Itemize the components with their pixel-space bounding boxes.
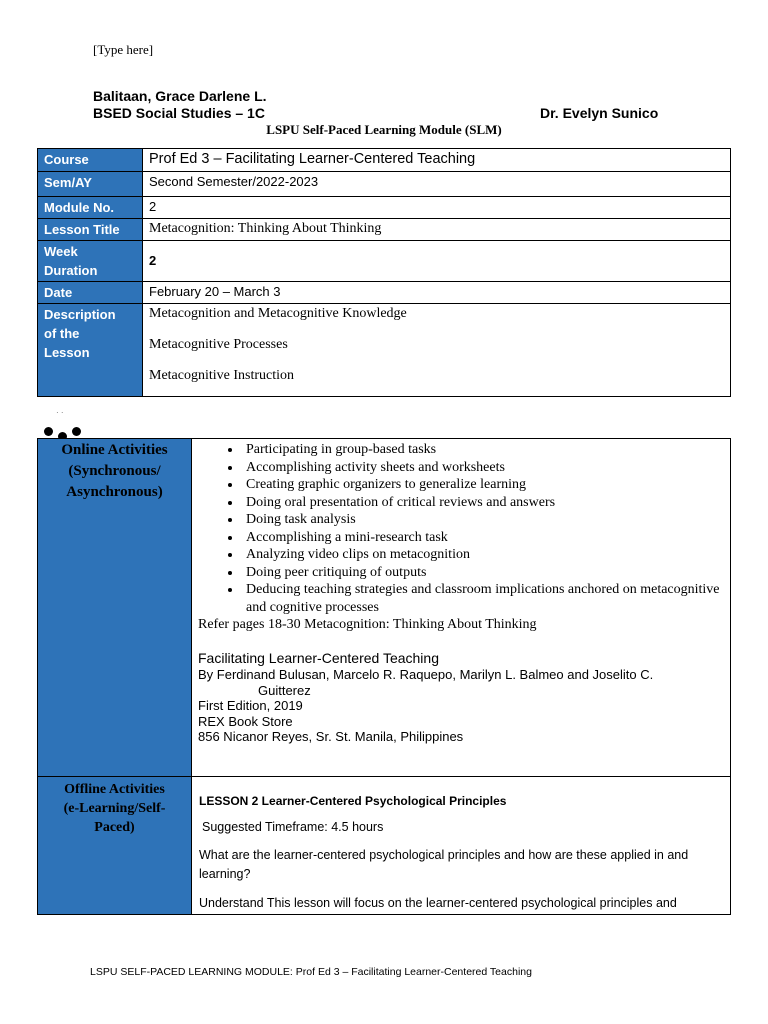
- course-info-table: [37, 148, 731, 397]
- module-label: Module No.: [38, 197, 143, 219]
- list-item: • Deducing teaching strategies and classroom implications anchored on metacognitive and cognitive processes: [242, 581, 724, 616]
- list-item: • Analyzing video clips on metacognition: [242, 546, 724, 564]
- description-label: [38, 304, 143, 397]
- description-item: Metacognitive Instruction: [149, 368, 295, 383]
- online-activities-list: [198, 441, 724, 616]
- list-item: • Accomplishing activity sheets and worksheets: [242, 459, 724, 477]
- offline-activities-label: [38, 777, 192, 915]
- understand-text: Understand This lesson will focus on the learner-centered psychological principles and: [199, 896, 677, 910]
- course-label: Course: [38, 149, 143, 172]
- dot-icon: [44, 427, 53, 436]
- student-name: Balitaan, Grace Darlene L.: [93, 88, 267, 104]
- activities-table: [37, 438, 731, 915]
- lesson-value: Metacognition: Thinking About Thinking: [143, 219, 731, 241]
- week-label-line-2: Duration: [44, 263, 98, 278]
- week-label-line-1: Week: [44, 244, 78, 259]
- timeframe-text: Suggested Timeframe: 4.5 hours: [202, 820, 384, 834]
- offline-label-line-3: Paced): [94, 820, 135, 835]
- instructor-name: Dr. Evelyn Sunico: [540, 105, 659, 121]
- week-label: [38, 241, 143, 282]
- description-row: [38, 304, 731, 397]
- online-label-line-2: (Synchronous/: [68, 463, 161, 479]
- program-name: BSED Social Studies – 1C: [93, 105, 265, 121]
- description-item: Metacognitive Processes: [149, 337, 288, 352]
- date-row: [38, 282, 731, 304]
- course-value: Prof Ed 3 – Facilitating Learner-Centered Teaching: [143, 149, 731, 172]
- semay-row: [38, 172, 731, 197]
- program-line: [93, 105, 693, 122]
- list-item: • Doing peer critiquing of outputs: [242, 564, 724, 582]
- date-label: Date: [38, 282, 143, 304]
- reference-line: Refer pages 18-30 Metacognition: Thinking About Thinking: [198, 617, 537, 632]
- student-block: [93, 88, 693, 122]
- list-item: • Participating in group-based tasks: [242, 441, 724, 459]
- online-activities-label: [38, 439, 192, 777]
- lesson-heading: LESSON 2 Learner-Centered Psychological Principles: [199, 794, 507, 808]
- semay-label: Sem/AY: [38, 172, 143, 197]
- list-item: • Accomplishing a mini-research task: [242, 529, 724, 547]
- book-details: [198, 667, 724, 745]
- offline-activities-row: [38, 777, 731, 915]
- module-title: LSPU Self-Paced Learning Module (SLM): [266, 122, 502, 137]
- book-authors: By Ferdinand Bulusan, Marcelo R. Raquepo, Marilyn L. Balmeo and Joselito C.: [198, 667, 654, 682]
- question-text: What are the learner-centered psychological principles and how are these applied in and learning?: [199, 848, 689, 881]
- online-label-line-1: Online Activities: [61, 442, 168, 458]
- lesson-label: Lesson Title: [38, 219, 143, 241]
- dot-icon: [72, 427, 81, 436]
- list-item: • Doing oral presentation of critical reviews and answers: [242, 494, 724, 512]
- description-label-line-3: Lesson: [44, 345, 90, 360]
- course-row: [38, 149, 731, 172]
- semay-value: Second Semester/2022-2023: [143, 172, 731, 197]
- book-title: Facilitating Learner-Centered Teaching: [198, 650, 439, 666]
- book-publisher: REX Book Store: [198, 713, 293, 729]
- book-authors-continued: Guitterez: [258, 682, 311, 698]
- book-edition: First Edition, 2019: [198, 698, 303, 713]
- week-value: 2: [143, 241, 731, 282]
- list-item: • Doing task analysis: [242, 511, 724, 529]
- book-address: 856 Nicanor Reyes, Sr. St. Manila, Philippines: [198, 729, 464, 744]
- week-row: [38, 241, 731, 282]
- date-value: February 20 – March 3: [143, 282, 731, 304]
- decorative-dots-small: · ·: [56, 408, 64, 417]
- page-footer: LSPU SELF-PACED LEARNING MODULE: Prof Ed 3 – Facilitating Learner-Centered Teaching: [90, 966, 532, 978]
- offline-activities-content: [192, 777, 731, 915]
- description-label-line-2: of the: [44, 326, 80, 341]
- description-value: [143, 304, 731, 397]
- offline-label-line-2: (e-Learning/Self-: [63, 801, 166, 816]
- description-item: Metacognition and Metacognitive Knowledge: [149, 306, 407, 321]
- description-label-line-1: Description: [44, 307, 116, 322]
- online-activities-row: [38, 439, 731, 777]
- header-placeholder: [Type here]: [93, 42, 154, 57]
- online-activities-content: [192, 439, 731, 777]
- lesson-row: [38, 219, 731, 241]
- online-label-line-3: Asynchronous): [66, 484, 163, 500]
- module-value: 2: [143, 197, 731, 219]
- offline-label-line-1: Offline Activities: [64, 782, 165, 797]
- module-row: [38, 197, 731, 219]
- list-item: • Creating graphic organizers to generalize learning: [242, 476, 724, 494]
